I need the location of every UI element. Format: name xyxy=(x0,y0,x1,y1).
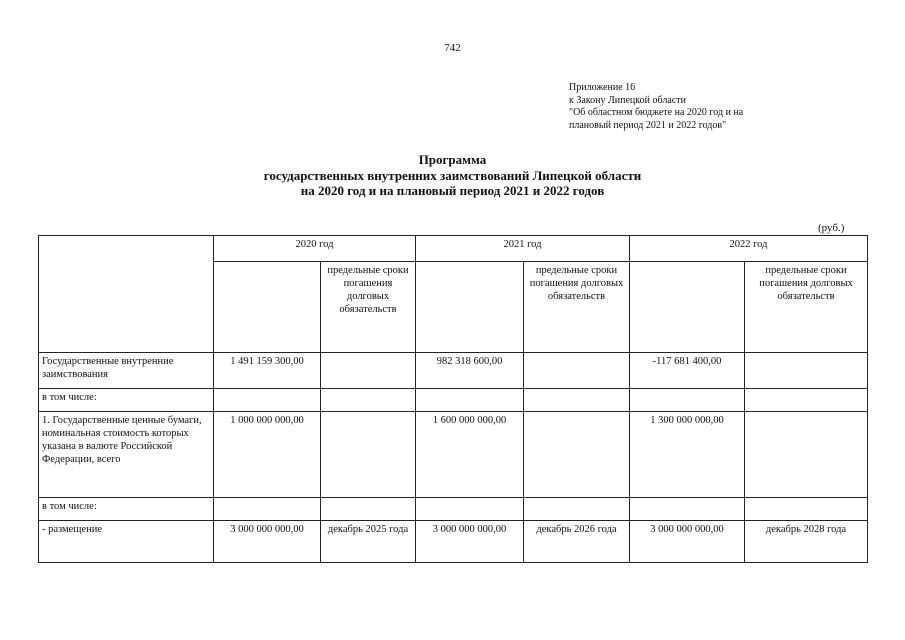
appendix-line: плановый период 2021 и 2022 годов" xyxy=(569,119,727,131)
year-header-2021: 2021 год xyxy=(416,236,630,262)
amount-2020: 1 000 000 000,00 xyxy=(214,412,321,498)
term-2020 xyxy=(321,498,416,521)
amount-2022: 1 300 000 000,00 xyxy=(630,412,745,498)
row-label: Государственные внутренние заимствования xyxy=(39,353,214,389)
table-row xyxy=(39,498,868,521)
amount-2022 xyxy=(630,389,745,412)
year-header-2022: 2022 год xyxy=(630,236,868,262)
table-year-header-row xyxy=(39,236,868,262)
term-2021 xyxy=(524,498,630,521)
table-row xyxy=(39,412,868,498)
amount-2021: 3 000 000 000,00 xyxy=(416,521,524,563)
appendix-note xyxy=(569,82,743,132)
amount-2021 xyxy=(416,389,524,412)
term-header-2022: предельные сроки погашения долговых обязательств xyxy=(745,262,868,353)
term-2020 xyxy=(321,389,416,412)
term-2020 xyxy=(321,353,416,389)
amount-header-2020 xyxy=(214,262,321,353)
term-2022 xyxy=(745,353,868,389)
appendix-line: "Об областном бюджете на 2020 год и на xyxy=(569,107,744,118)
term-2022 xyxy=(745,498,868,521)
amount-2020 xyxy=(214,498,321,521)
term-header-2020: предельные сроки погашения долговых обязательств xyxy=(321,262,416,353)
term-2022 xyxy=(745,389,868,412)
table-row xyxy=(39,521,868,563)
amount-header-2022 xyxy=(630,262,745,353)
title-line: государственных внутренних заимствований Липецкой области xyxy=(263,167,642,183)
amount-2020: 1 491 159 300,00 xyxy=(214,353,321,389)
amount-2021 xyxy=(416,498,524,521)
row-label: в том числе: xyxy=(39,498,214,521)
header-empty-cell xyxy=(39,236,214,353)
amount-2021: 1 600 000 000,00 xyxy=(416,412,524,498)
term-2022 xyxy=(745,412,868,498)
borrowing-program-table xyxy=(38,235,868,563)
amount-2020: 3 000 000 000,00 xyxy=(214,521,321,563)
amount-2021: 982 318 600,00 xyxy=(416,353,524,389)
term-2021 xyxy=(524,353,630,389)
table-row xyxy=(39,353,868,389)
term-2022: декабрь 2028 года xyxy=(745,521,868,563)
term-2020 xyxy=(321,412,416,498)
row-label: - размещение xyxy=(39,521,214,563)
title-line: на 2020 год и на плановый период 2021 и 2022 годов xyxy=(300,183,605,198)
units-label: (руб.) xyxy=(818,222,845,234)
row-label: 1. Государственные ценные бумаги, номинальная стоимость которых указана в валюте Российской Федерации, всего xyxy=(39,412,214,498)
amount-2020 xyxy=(214,389,321,412)
amount-2022 xyxy=(630,498,745,521)
table-row xyxy=(39,389,868,412)
term-2021 xyxy=(524,412,630,498)
term-2020: декабрь 2025 года xyxy=(321,521,416,563)
term-header-2021: предельные сроки погашения долговых обязательств xyxy=(524,262,630,353)
amount-2022: -117 681 400,00 xyxy=(630,353,745,389)
title-line: Программа xyxy=(418,152,487,167)
appendix-line: Приложение 16 xyxy=(569,82,636,93)
amount-header-2021 xyxy=(416,262,524,353)
year-header-2020: 2020 год xyxy=(214,236,416,262)
term-2021: декабрь 2026 года xyxy=(524,521,630,563)
page-number: 742 xyxy=(444,42,461,54)
row-label: в том числе: xyxy=(39,389,214,412)
appendix-line: к Закону Липецкой области xyxy=(569,94,686,106)
term-2021 xyxy=(524,389,630,412)
document-title xyxy=(0,152,905,199)
amount-2022: 3 000 000 000,00 xyxy=(630,521,745,563)
